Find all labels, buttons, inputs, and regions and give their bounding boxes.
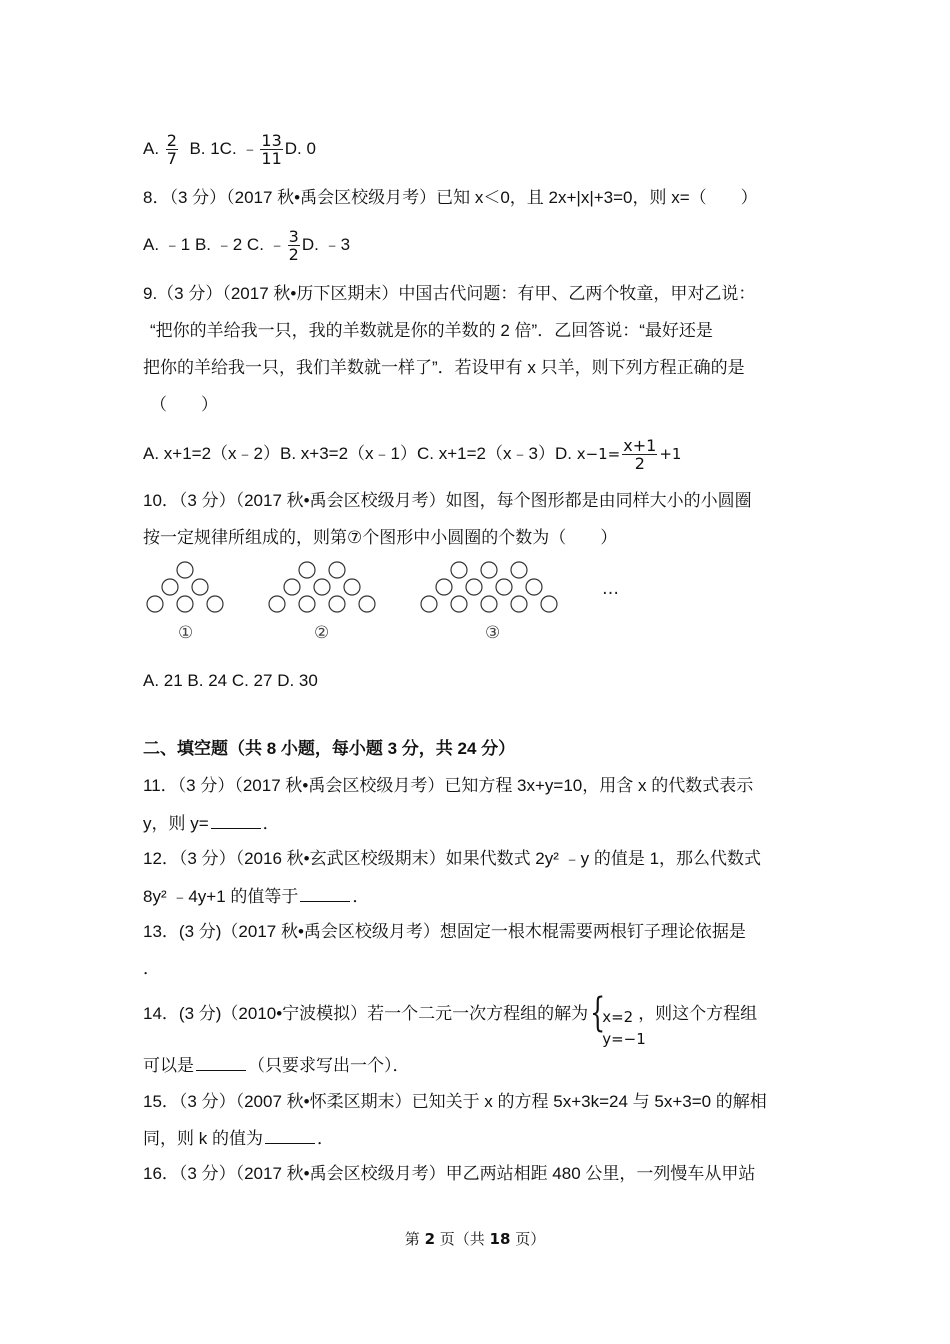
q11-line1: 11．（3 分）（2017 秋•禹会区校级月考）已知方程 3x+y=10，用含 x 的代数式表示 [143, 776, 754, 795]
circle [421, 596, 437, 612]
figure-label-3: ③ [485, 623, 501, 643]
fraction-3-2: $\frac{3}{2}$ [288, 227, 299, 264]
circle-pattern-figure [140, 558, 640, 648]
circle [541, 596, 557, 612]
ellipsis: … [602, 579, 619, 599]
q9-line3: 把你的羊给我一只，我们羊数就一样了”．若设甲有 x 只羊，则下列方程正确的是 [143, 358, 745, 377]
circle [177, 596, 193, 612]
q11-line2: y，则 y= ． [143, 814, 280, 833]
q14-line1: 14．(3 分)（2010•宁波模拟）若一个二元一次方程组的解为 { x=2 y=−1 ，则这个方程组 [143, 989, 758, 1048]
circle [162, 579, 178, 595]
fraction-x1-2: $\frac{x+1}{2}$ [623, 436, 657, 473]
circle [299, 596, 315, 612]
circle [207, 596, 223, 612]
page-number: 2 [424, 1230, 435, 1248]
q7-options: A. $\frac{2}{7}$ B. 1C. ﹣ $\frac{13}{11}$ D. 0 [143, 131, 316, 168]
q15-line1: 15．（3 分）（2007 秋•怀柔区期末）已知关于 x 的方程 5x+3k=24 与 5x+3=0 的解相 [143, 1092, 767, 1111]
q16-line1: 16．（3 分）（2017 秋•禹会区校级月考）甲乙两站相距 480 公里，一列慢车从甲站 [143, 1164, 756, 1183]
answer-blank [211, 812, 261, 829]
equation-system: { x=2 y=−1 [590, 989, 646, 1048]
page-total: 18 [489, 1230, 511, 1248]
answer-blank [265, 1127, 315, 1144]
q15-line2: 同，则 k 的值为 ． [143, 1129, 334, 1148]
circle [436, 579, 452, 595]
q9-line4: （ ） [150, 395, 218, 414]
q10-line2: 按一定规律所组成的，则第⑦个图形中小圆圈的个数为（ ） [143, 528, 618, 547]
answer-blank [300, 885, 350, 902]
circle [344, 579, 360, 595]
q8-stem: 8．（3 分）（2017 秋•禹会区校级月考）已知 x＜0，且 2x+|x|+3=0，则 x=（ ） [143, 188, 758, 207]
circle [314, 579, 330, 595]
circle [451, 596, 467, 612]
q8-options: A. ﹣1 B. ﹣2 C. ﹣ $\frac{3}{2}$ D. ﹣3 [143, 227, 351, 264]
q10-options: A. 21 B. 24 C. 27 D. 30 [143, 671, 318, 690]
q9-options: A. x+1=2（x﹣2）B. x+3=2（x﹣1）C. x+1=2（x﹣3）D. x−1= $\frac{x+1}{2}$ +1 [143, 436, 682, 473]
circle [451, 562, 467, 578]
q9-line1: 9.（3 分）（2017 秋•历下区期末）中国古代问题：有甲、乙两个牧童，甲对乙说： [143, 284, 756, 303]
fraction-2-7: $\frac{2}{7}$ [166, 131, 177, 168]
answer-blank [196, 1054, 246, 1071]
circle [511, 562, 527, 578]
circle [481, 562, 497, 578]
page-footer: 第 2 页（共 18 页） [404, 1230, 546, 1248]
q12-line1: 12．（3 分）（2016 秋•玄武区校级期末）如果代数式 2y² ﹣y 的值是 1，那么代数式 [143, 849, 762, 868]
q13-line2: ． [143, 959, 160, 978]
circle [284, 579, 300, 595]
circle [466, 579, 482, 595]
q13-line1: 13．(3 分)（2017 秋•禹会区校级月考）想固定一根木棍需要两根钉子理论依据是 [143, 922, 746, 941]
circle [269, 596, 285, 612]
circle [192, 579, 208, 595]
circle [329, 596, 345, 612]
circle [359, 596, 375, 612]
q12-line2: 8y² ﹣4y+1 的值等于 ． [143, 887, 370, 906]
q10-line1: 10．（3 分）（2017 秋•禹会区校级月考）如图，每个图形都是由同样大小的小圆圈 [143, 491, 752, 510]
circle [511, 596, 527, 612]
figure-label-1: ① [178, 623, 194, 643]
circle [329, 562, 345, 578]
circle [481, 596, 497, 612]
figure-label-2: ② [314, 623, 330, 643]
circle [177, 562, 193, 578]
circle [147, 596, 163, 612]
circle [496, 579, 512, 595]
circle [299, 562, 315, 578]
q9-line2: “把你的羊给我一只，我的羊数就是你的羊数的 2 倍”．乙回答说：“最好还是 [150, 321, 713, 340]
q14-line2: 可以是 （只要求写出一个）． [143, 1056, 410, 1075]
circle [526, 579, 542, 595]
fraction-13-11: $\frac{13}{11}$ [261, 131, 282, 168]
section-title: 二、填空题（共 8 小题，每小题 3 分，共 24 分） [143, 739, 516, 758]
